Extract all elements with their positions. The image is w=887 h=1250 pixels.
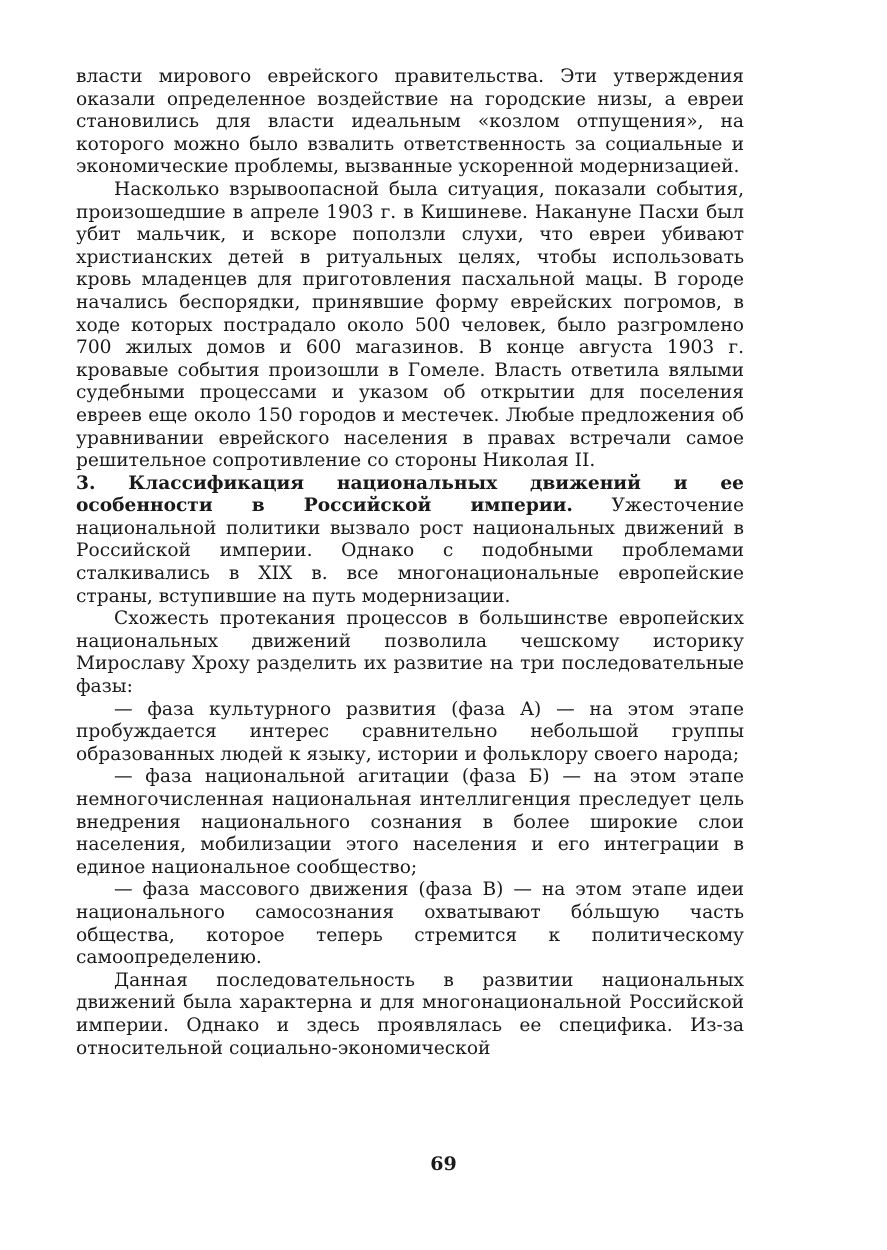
list-item-phase-a: — фаза культурного развития (фаза А) — на этом этапе пробуждается интерес сравнительно небольшой группы образованных людей к языку, истории и фольклору своего народа;: [76, 698, 744, 765]
paragraph-3-text: Ужесточение национальной политики вызвало рост национальных движений в Российской империи. Однако с подобными проблемами сталкивались в XIX в. все многонациональные европейские страны, вступившие на путь модернизации.: [76, 495, 744, 607]
paragraph-3: [76, 473, 744, 609]
paragraph-4: Схожесть протекания процессов в большинстве европейских национальных движений позволила чешскому историку Мирославу Хроху разделить их развитие на три последовательные фазы:: [76, 608, 744, 698]
page-body: [76, 66, 744, 1060]
page-number: 69: [430, 1153, 457, 1175]
paragraph-2: Насколько взрывоопасной была ситуация, показали события, произошедшие в апреле 1903 г. в Кишиневе. Накануне Пасхи был убит мальчик, и вскоре поползли слухи, что евреи убивают христианских детей в ритуальных целях, чтобы использовать кровь младенцев для приготовления пасхальной мацы. В городе начались беспорядки, принявшие форму еврейских погромов, в ходе которых пострадало около 500 человек, было разгромлено 700 жилых домов и 600 магазинов. В конце августа 1903 г. кровавые события произошли в Гомеле. Власть ответила вялыми судебными процессами и указом об открытии для поселения евреев еще около 150 городов и местечек. Любые предложения об уравнивании еврейского населения в правах встречали самое решительное сопротивление со стороны Николая II.: [76, 178, 744, 472]
section-heading: 3. Классификация национальных движений и ее особенности в Российской империи.: [76, 472, 744, 517]
list-item-phase-b: — фаза национальной агитации (фаза Б) — на этом этапе немногочисленная национальная интеллигенция преследует цель внедрения национального сознания в более широкие слои населения, мобилизации этого населения и его интеграции в единое национальное сообщество;: [76, 766, 744, 878]
paragraph-1: власти мирового еврейского правительства. Эти утверждения оказали определенное воздействие на городские низы, а евреи становились для власти идеальным «козлом отпущения», на которого можно было взвалить ответственность за социальные и экономические проблемы, вызванные ускоренной модернизацией.: [76, 66, 744, 178]
list-item-phase-v: — фаза массового движения (фаза В) — на этом этапе идеи национального самосознания охватывают бóльшую часть общества, которое теперь стремится к политическому самоопределению.: [76, 879, 744, 969]
paragraph-8: Данная последовательность в развитии национальных движений была характерна и для многонациональной Российской империи. Однако и здесь проявлялась ее специфика. Из-за относительной социально-экономической: [76, 969, 744, 1059]
